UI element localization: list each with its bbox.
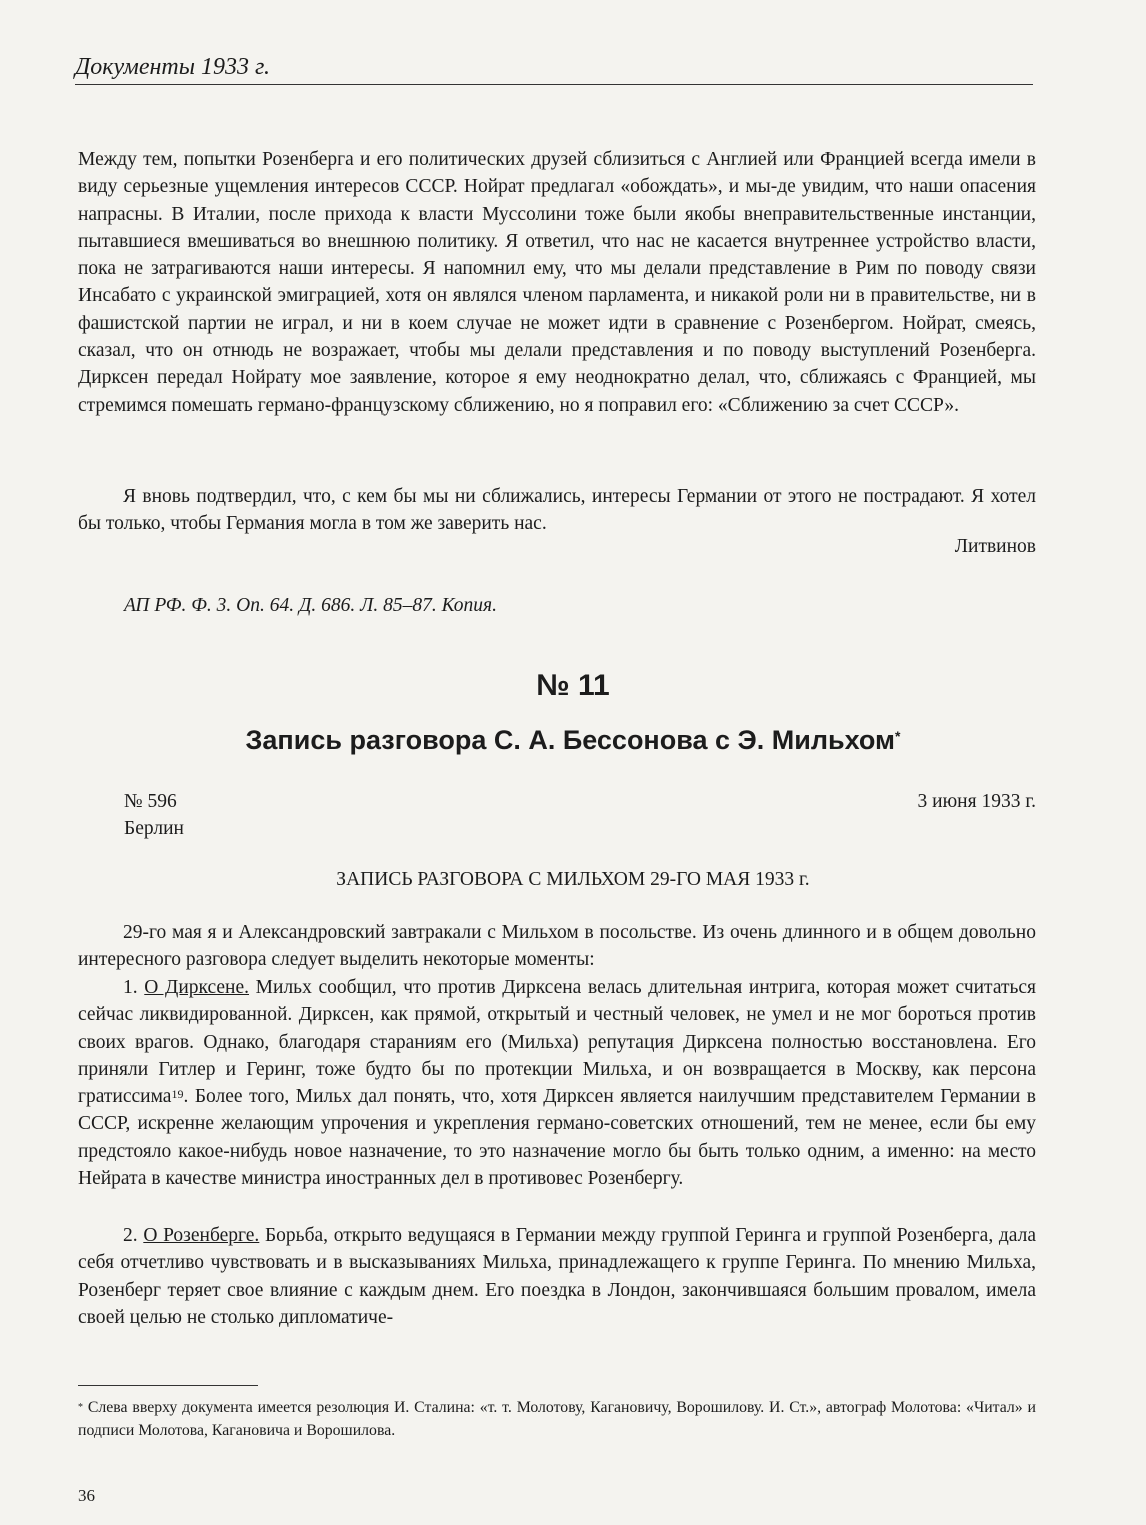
footnote-mark: * — [78, 1402, 83, 1413]
item-number: 1. — [123, 977, 145, 998]
paragraph-item-dirksen — [78, 974, 1036, 1192]
page-number: 36 — [78, 1486, 95, 1505]
signature-litvinov: Литвинов — [954, 536, 1036, 557]
item-text: Мильх сообщил, что против Дирксена велась длительная интрига, которая может считаться сейчас ликвидированной. Дирксен, как прямой, открытый и честный человек, не умел и не мог бороться против своих врагов. Однако, благодаря стараниям его (Мильха) репутация Дирксена полностью восстановлена. Его приняли Гитлер и Геринг, тоже будто бы по протекции Мильха, и он возвращается в Москву, как персона гратиссима — [78, 977, 1037, 1108]
archive-reference: АП РФ. Ф. 3. Оп. 64. Д. 686. Л. 85–87. Копия. — [124, 595, 497, 616]
paragraph-neurath-talk: Между тем, попытки Розенберга и его политических друзей сблизиться с Англией или Францией всегда имели в виду серьезные ущемления интересов СССР. Нойрат предлагал «обождать», и мы-де увидим, что наши опасения напрасны. В Италии, поcле прихода к власти Муссолини тоже были якобы внеправительственные инстанции, пытавшиеся вмешиваться во внешнюю политику. Я ответил, что нас не касается внутреннее устройство власти, пока не затрагиваются наши интересы. Я напомнил ему, что мы делали представление в Рим по поводу связи Инсабато с украинской эмиграцией, хотя он являлся членом парламента, и никакой роли ни в правительстве, ни в фашистской партии не играл, и ни в коем случае не может идти в сравнение с Розенбергом. Нойрат, смеясь, сказал, что он отнюдь не возражает, чтобы мы делали представления и по поводу выступлений Розенберга. Дирксен передал Нойрату мое заявление, которое я ему неоднократно делал, что, сближаясь с Францией, мы стремимся помешать германо-французскому сближению, но я поправил его: «Сближению за счет СССР». — [78, 149, 1036, 416]
item-text: Борьба, открыто ведущаяся в Германии между группой Геринга и группой Розенберга, дала себя отчетливо чувствовать и в высказываниях Мильха, принадлежащего к группе Геринга. По мнению Мильха, Розенберг теряет свое влияние с каждым днем. Его поездка в Лондон, закончившаяся большим провалом, имела своей целью не столько дипломатиче- — [78, 1225, 1037, 1328]
item-heading-rosenberg: О Розенберге. — [143, 1225, 260, 1246]
running-header: Документы 1933 г. — [75, 52, 1033, 85]
footnote-text: Слева вверху документа имеется резолюция И. Сталина: «т. т. Молотову, Кагановичу, Ворошилову. И. Ст.», автограф Молотова: «Читал» и подписи Молотова, Кагановича и Ворошилова. — [78, 1399, 1036, 1439]
item-text-continued: . Более того, Мильх дал понять, что, хотя Дирксен является наилучшим представителем Германии в СССР, искренне желающим упрочения и укрепления германо-советских отношений, тем не менее, если бы ему предстояло какое-нибудь новое назначение, то это назначение могло бы быть только одним, а именно: на место Нейрата в качестве министра иностранных дел в противовес Розенбергу. — [78, 1086, 1036, 1190]
document-place: Берлин — [124, 818, 184, 839]
paragraph-intro: 29-го мая я и Александровский завтракали с Мильхом в посольстве. Из очень длинного и в общем довольно интересного разговора следует выделить некоторые моменты: — [78, 922, 1036, 971]
document-title-text: Запись разговора С. А. Бессонова с Э. Мильхом — [245, 725, 896, 755]
item-heading-dirksen: О Дирксене. — [144, 977, 250, 998]
item-number: 2. — [123, 1225, 144, 1246]
footnote — [78, 1396, 1036, 1442]
paragraph-reassurance: Я вновь подтвердил, что, с кем бы мы ни сближались, интересы Германии от этого не пострадают. Я хотел бы только, чтобы Германия могла в том же заверить нас. — [78, 486, 1036, 535]
registration-number: № 596 — [124, 791, 177, 812]
footnote-marker: * — [895, 728, 901, 744]
document-date: 3 июня 1933 г. — [917, 791, 1036, 812]
footnote-ref-19: 19 — [171, 1087, 184, 1102]
footnote-divider — [78, 1385, 258, 1386]
paragraph-item-rosenberg — [78, 1222, 1036, 1331]
document-title — [0, 723, 1146, 757]
record-heading: ЗАПИСЬ РАЗГОВОРА С МИЛЬХОМ 29-ГО МАЯ 1933 г. — [336, 869, 810, 890]
document-number: № 11 — [536, 669, 610, 702]
